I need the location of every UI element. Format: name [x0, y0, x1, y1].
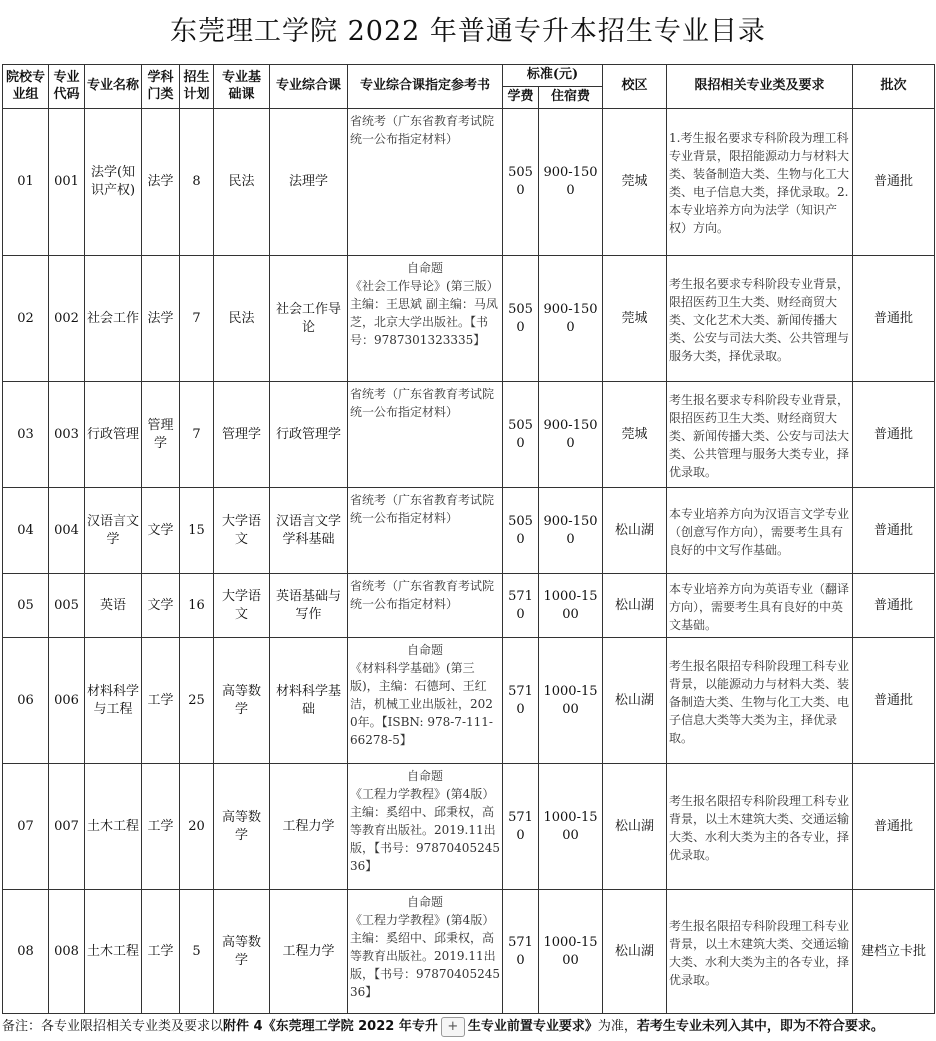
cell-basic-course: 管理学 [214, 382, 270, 488]
cell-code: 008 [49, 890, 85, 1014]
cell-campus: 松山湖 [603, 638, 667, 764]
cell-dorm-fee: 1000-1500 [539, 764, 603, 890]
reference-text: 省统考（广东省教育考试院统一公布指定材料） [350, 114, 495, 146]
table-header-row [3, 65, 935, 87]
cell-group: 04 [3, 488, 49, 574]
cell-campus: 莞城 [603, 256, 667, 382]
table-row [3, 382, 935, 488]
reference-text: 《工程力学教程》(第4版）主编：奚绍中、邱秉权，高等教育出版社。2019.11出版，【书号：9787040524536】 [350, 913, 500, 999]
reference-text: 省统考（广东省教育考试院统一公布指定材料） [350, 493, 495, 525]
cell-basic-course: 民法 [214, 109, 270, 256]
note-attachment-title-end: 生专业前置专业要求》 [467, 1019, 598, 1034]
cell-basic-course: 高等数学 [214, 764, 270, 890]
cell-requirements: 1.考生报名要求专科阶段为理工科专业背景，限招能源动力与材料大类、装备制造大类、生物与化工大类、电子信息大类，择优录取。2.本专业培养方向为法学（知识产权）方向。 [667, 109, 853, 256]
cell-category: 工学 [142, 638, 180, 764]
cell-group: 03 [3, 382, 49, 488]
cell-name: 法学(知识产权) [85, 109, 142, 256]
cell-basic-course: 大学语文 [214, 574, 270, 638]
cell-name: 行政管理 [85, 382, 142, 488]
cell-campus: 莞城 [603, 382, 667, 488]
cell-comprehensive-course: 工程力学 [270, 890, 348, 1014]
cell-group: 08 [3, 890, 49, 1014]
cell-name: 社会工作 [85, 256, 142, 382]
cell-tuition: 5050 [503, 109, 539, 256]
header-category: 学科门类 [142, 65, 180, 109]
header-tuition: 学费 [503, 87, 539, 109]
header-comprehensive-course: 专业综合课 [270, 65, 348, 109]
cell-dorm-fee: 1000-1500 [539, 574, 603, 638]
cell-dorm-fee: 900-1500 [539, 382, 603, 488]
cell-category: 工学 [142, 764, 180, 890]
reference-self-set-label: 自命题 [406, 769, 443, 783]
cell-tuition: 5710 [503, 764, 539, 890]
cell-batch: 普通批 [853, 256, 935, 382]
cell-batch: 普通批 [853, 574, 935, 638]
cell-campus: 松山湖 [603, 890, 667, 1014]
cell-basic-course: 大学语文 [214, 488, 270, 574]
reference-text: 《材料科学基础》(第三版)，主编：石德珂、王红洁，机械工业出版社，2020年。【ISBN: 978-7-111-66278-5】 [350, 661, 493, 747]
header-code: 专业代码 [49, 65, 85, 109]
reference-self-set-label: 自命题 [406, 895, 443, 909]
cell-plan: 8 [180, 109, 214, 256]
cell-category: 法学 [142, 109, 180, 256]
cell-group: 07 [3, 764, 49, 890]
cell-code: 007 [49, 764, 85, 890]
table-row [3, 109, 935, 256]
note-attachment-title-start: 附件 4《东莞理工学院 2022 年专升 [223, 1019, 438, 1034]
header-batch: 批次 [853, 65, 935, 109]
header-reference-book: 专业综合课指定参考书 [348, 65, 503, 109]
cell-name: 材料科学与工程 [85, 638, 142, 764]
expand-plus-button[interactable]: + [441, 1017, 465, 1037]
cell-category: 工学 [142, 890, 180, 1014]
cell-batch: 普通批 [853, 382, 935, 488]
cell-reference-book [348, 256, 503, 382]
reference-text: 《工程力学教程》(第4版）主编：奚绍中、邱秉权，高等教育出版社。2019.11出版，【书号：9787040524536】 [350, 787, 500, 873]
table-body [3, 109, 935, 1014]
reference-self-set-label: 自命题 [406, 261, 443, 275]
cell-comprehensive-course: 材料科学基础 [270, 638, 348, 764]
cell-tuition: 5710 [503, 890, 539, 1014]
reference-text: 《社会工作导论》(第三版）主编：王思斌 副主编：马凤芝，北京大学出版社。【书号：9787301323335】 [350, 279, 499, 347]
cell-reference-book [348, 638, 503, 764]
cell-campus: 松山湖 [603, 764, 667, 890]
cell-plan: 7 [180, 382, 214, 488]
cell-batch: 普通批 [853, 109, 935, 256]
cell-comprehensive-course: 英语基础与写作 [270, 574, 348, 638]
header-requirements: 限招相关专业类及要求 [667, 65, 853, 109]
cell-name: 土木工程 [85, 890, 142, 1014]
reference-self-set-label: 自命题 [406, 643, 443, 657]
cell-reference-book [348, 109, 503, 256]
cell-tuition: 5050 [503, 256, 539, 382]
cell-dorm-fee: 900-1500 [539, 109, 603, 256]
cell-code: 006 [49, 638, 85, 764]
cell-reference-book [348, 574, 503, 638]
cell-tuition: 5050 [503, 488, 539, 574]
cell-dorm-fee: 900-1500 [539, 488, 603, 574]
cell-group: 05 [3, 574, 49, 638]
cell-requirements: 考生报名限招专科阶段理工科专业背景，以土木建筑大类、交通运输大类、水利大类为主的各专业，择优录取。 [667, 764, 853, 890]
cell-comprehensive-course: 汉语言文学学科基础 [270, 488, 348, 574]
cell-category: 文学 [142, 488, 180, 574]
table-row [3, 256, 935, 382]
cell-plan: 15 [180, 488, 214, 574]
cell-name: 土木工程 [85, 764, 142, 890]
cell-plan: 25 [180, 638, 214, 764]
cell-requirements: 考生报名限招专科阶段理工科专业背景，以土木建筑大类、交通运输大类、水利大类为主的各专业，择优录取。 [667, 890, 853, 1014]
header-dorm-fee: 住宿费 [539, 87, 603, 109]
cell-comprehensive-course: 社会工作导论 [270, 256, 348, 382]
cell-batch: 普通批 [853, 638, 935, 764]
cell-name: 英语 [85, 574, 142, 638]
cell-comprehensive-course: 行政管理学 [270, 382, 348, 488]
cell-plan: 5 [180, 890, 214, 1014]
cell-batch: 普通批 [853, 488, 935, 574]
cell-comprehensive-course: 工程力学 [270, 764, 348, 890]
cell-campus: 松山湖 [603, 574, 667, 638]
cell-reference-book [348, 764, 503, 890]
note-middle: 为准， [597, 1019, 637, 1034]
cell-code: 002 [49, 256, 85, 382]
note-warning: 若考生专业未列入其中，即为不符合要求。 [636, 1019, 884, 1034]
header-fee-standard: 标准(元) [503, 65, 603, 87]
cell-plan: 7 [180, 256, 214, 382]
cell-comprehensive-course: 法理学 [270, 109, 348, 256]
cell-code: 004 [49, 488, 85, 574]
cell-dorm-fee: 1000-1500 [539, 638, 603, 764]
table-row [3, 764, 935, 890]
table-row [3, 638, 935, 764]
cell-group: 06 [3, 638, 49, 764]
cell-tuition: 5710 [503, 574, 539, 638]
major-catalog-table [2, 64, 935, 1014]
cell-reference-book [348, 488, 503, 574]
footnote [2, 1015, 934, 1039]
cell-basic-course: 民法 [214, 256, 270, 382]
cell-dorm-fee: 900-1500 [539, 256, 603, 382]
cell-dorm-fee: 1000-1500 [539, 890, 603, 1014]
cell-name: 汉语言文学 [85, 488, 142, 574]
reference-text: 省统考（广东省教育考试院统一公布指定材料） [350, 579, 495, 611]
cell-requirements: 本专业培养方向为汉语言文学专业（创意写作方向），需要考生具有良好的中文写作基础。 [667, 488, 853, 574]
cell-requirements: 考生报名要求专科阶段专业背景，限招医药卫生大类、财经商贸大类、文化艺术大类、新闻传播大类、公安与司法大类、公共管理与服务大类，择优录取。 [667, 256, 853, 382]
cell-requirements: 考生报名要求专科阶段专业背景，限招医药卫生大类、财经商贸大类、新闻传播大类、公安与司法大类、公共管理与服务大类专业，择优录取。 [667, 382, 853, 488]
cell-category: 法学 [142, 256, 180, 382]
header-name: 专业名称 [85, 65, 142, 109]
cell-requirements: 本专业培养方向为英语专业（翻译方向），需要考生具有良好的中英文基础。 [667, 574, 853, 638]
cell-plan: 20 [180, 764, 214, 890]
table-row [3, 890, 935, 1014]
cell-tuition: 5710 [503, 638, 539, 764]
cell-category: 管理学 [142, 382, 180, 488]
cell-reference-book [348, 890, 503, 1014]
header-plan: 招生计划 [180, 65, 214, 109]
reference-text: 省统考（广东省教育考试院统一公布指定材料） [350, 387, 495, 419]
page-title: 东莞理工学院 2022 年普通专升本招生专业目录 [170, 16, 766, 47]
cell-campus: 松山湖 [603, 488, 667, 574]
cell-basic-course: 高等数学 [214, 890, 270, 1014]
cell-requirements: 考生报名限招专科阶段理工科专业背景，以能源动力与材料大类、装备制造大类、生物与化工大类、电子信息大类等大类为主，择优录取。 [667, 638, 853, 764]
table-row [3, 574, 935, 638]
cell-group: 02 [3, 256, 49, 382]
cell-tuition: 5050 [503, 382, 539, 488]
cell-code: 005 [49, 574, 85, 638]
cell-batch: 建档立卡批 [853, 890, 935, 1014]
header-campus: 校区 [603, 65, 667, 109]
cell-reference-book [348, 382, 503, 488]
header-basic-course: 专业基础课 [214, 65, 270, 109]
cell-code: 001 [49, 109, 85, 256]
table-row [3, 488, 935, 574]
cell-batch: 普通批 [853, 764, 935, 890]
cell-code: 003 [49, 382, 85, 488]
cell-campus: 莞城 [603, 109, 667, 256]
cell-plan: 16 [180, 574, 214, 638]
header-group: 院校专业组 [3, 65, 49, 109]
note-prefix: 备注：各专业限招相关专业类及要求以 [2, 1019, 224, 1034]
cell-basic-course: 高等数学 [214, 638, 270, 764]
cell-group: 01 [3, 109, 49, 256]
cell-category: 文学 [142, 574, 180, 638]
